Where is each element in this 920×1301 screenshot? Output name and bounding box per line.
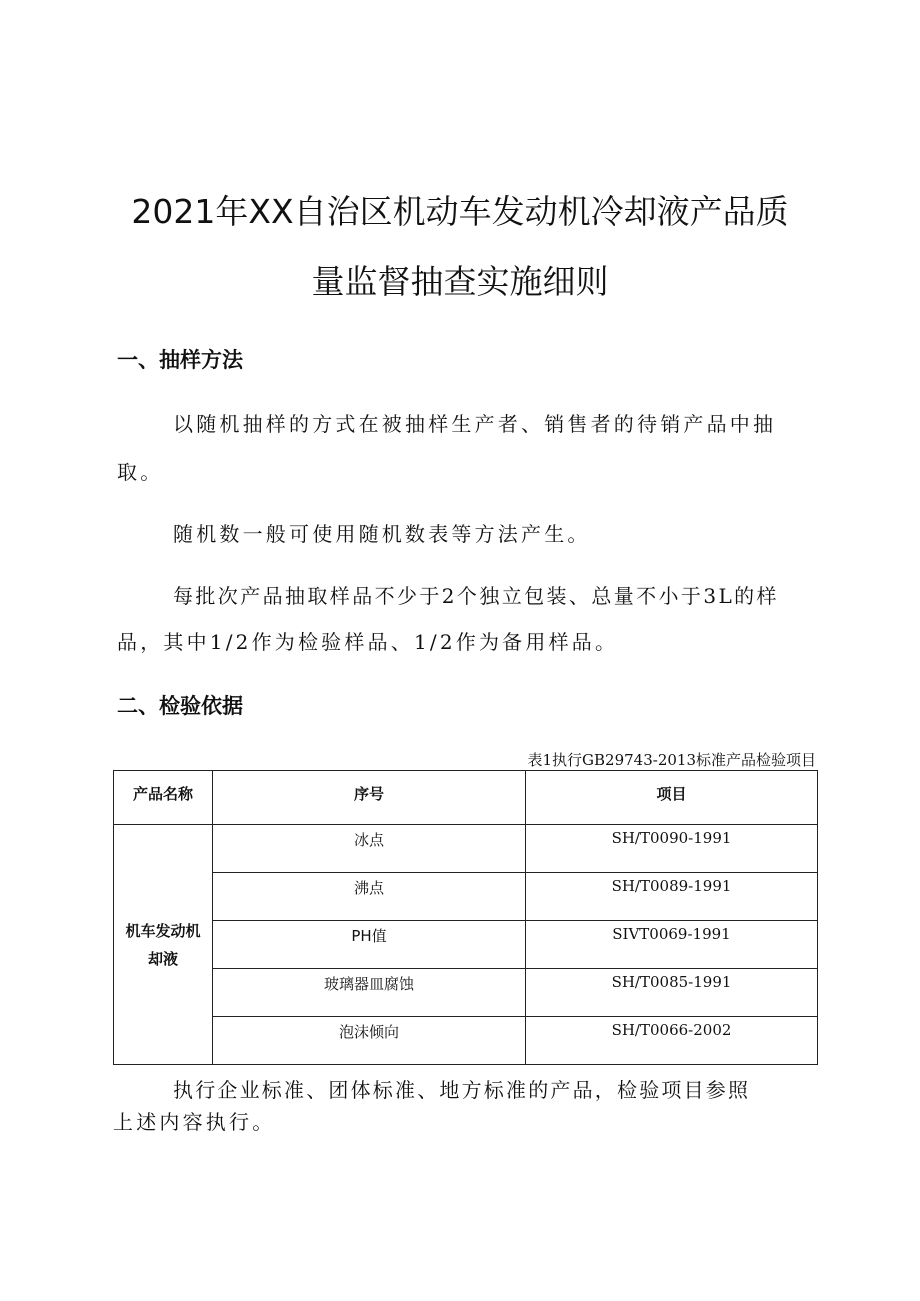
item-standard: SIVT0069-1991 bbox=[526, 921, 818, 969]
sampling-paragraph-3-line-1: 每批次产品抽取样品不少于2个独立包装、总量不小于3L的样 bbox=[173, 584, 779, 608]
item-name: 泡沫倾向 bbox=[213, 1017, 526, 1065]
sampling-paragraph-3-line-2: 品，其中1/2作为检验样品、1/2作为备用样品。 bbox=[117, 630, 619, 654]
document-title-line-1: 2021年XX自治区机动车发动机冷却液产品质 bbox=[131, 192, 789, 231]
product-name-line-2: 却液 bbox=[147, 949, 178, 968]
document-title-line-2: 量监督抽查实施细则 bbox=[311, 262, 609, 301]
product-name-line-1: 机车发动机 bbox=[125, 921, 201, 940]
item-name: 玻璃器皿腐蚀 bbox=[213, 969, 526, 1017]
header-sequence: 序号 bbox=[213, 771, 526, 825]
table-row bbox=[114, 1017, 818, 1065]
section-heading-sampling: 一、抽样方法 bbox=[117, 348, 243, 372]
sampling-paragraph-1-line-1: 以随机抽样的方式在被抽样生产者、销售者的待销产品中抽 bbox=[173, 412, 777, 436]
table-row bbox=[114, 873, 818, 921]
product-name-cell bbox=[114, 825, 213, 1065]
table-row bbox=[114, 825, 818, 873]
header-item: 项目 bbox=[526, 771, 818, 825]
footer-note-line-2: 上述内容执行。 bbox=[113, 1110, 276, 1134]
item-name: 沸点 bbox=[213, 873, 526, 921]
item-name: PH值 bbox=[213, 921, 526, 969]
item-name: 冰点 bbox=[213, 825, 526, 873]
sampling-paragraph-1-line-2: 取。 bbox=[117, 460, 164, 484]
table-row bbox=[114, 921, 818, 969]
footer-note-line-1: 执行企业标准、团体标准、地方标准的产品，检验项目参照 bbox=[173, 1078, 751, 1102]
header-product-name: 产品名称 bbox=[114, 771, 213, 825]
item-standard: SH/T0090-1991 bbox=[526, 825, 818, 873]
inspection-items-table bbox=[113, 770, 818, 1065]
sampling-paragraph-2: 随机数一般可使用随机数表等方法产生。 bbox=[173, 522, 591, 546]
table-row bbox=[114, 969, 818, 1017]
item-standard: SH/T0085-1991 bbox=[526, 969, 818, 1017]
table-caption: 表1执行GB29743-2013标准产品检验项目 bbox=[527, 751, 816, 769]
table-header-row bbox=[114, 771, 818, 825]
section-heading-inspection-basis: 二、检验依据 bbox=[117, 694, 243, 718]
item-standard: SH/T0089-1991 bbox=[526, 873, 818, 921]
item-standard: SH/T0066-2002 bbox=[526, 1017, 818, 1065]
